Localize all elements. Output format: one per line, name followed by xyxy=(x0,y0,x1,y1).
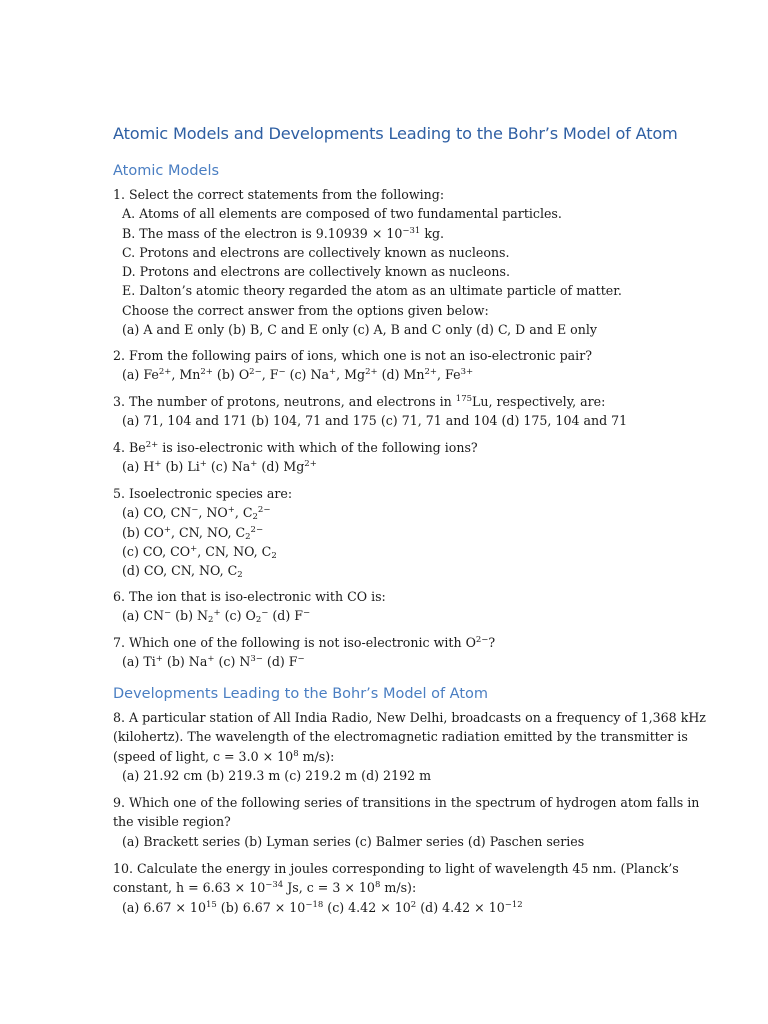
question-1-statement-b: B. The mass of the electron is $9.10939 \times 10^{-31}$ kg. xyxy=(122,225,445,241)
question-5-option-c: (c) CO, CO+, CN, NO, $C_2$ xyxy=(122,543,277,561)
question-9-options: (a) Brackett series (b) Lyman series (c) Balmer series (d) Paschen series xyxy=(122,833,585,849)
question-1-statement-a: A. Atoms of all elements are composed of two fundamental particles. xyxy=(122,206,562,222)
question-1 xyxy=(113,185,658,339)
section-heading-bohr-developments: Developments Leading to the Bohr’s Model of Atom xyxy=(113,686,489,702)
question-10 xyxy=(113,859,679,917)
question-10-options: (a) $6.67 \times 10^{15}$ (b) $6.67 \times 10^{-18}$ (c) $4.42 \times 10^2$ (d) $4.42 \times 10^{-12}$ xyxy=(122,899,523,915)
question-1-statement-e: E. Dalton’s atomic theory regarded the atom as an ultimate particle of matter. xyxy=(122,283,622,299)
question-9-line-2: the visible region? xyxy=(113,814,231,830)
question-3 xyxy=(113,392,658,431)
page-title: Atomic Models and Developments Leading to the Bohr’s Model of Atom xyxy=(113,124,678,143)
question-1-choose: Choose the correct answer from the options given below: xyxy=(122,302,489,318)
question-6-options: (a) CN− (b) $N_2^+$ (c) $O_2^-$ (d) F− xyxy=(122,608,311,626)
question-3-options: (a) 71, 104 and 171 (b) 104, 71 and 175 (c) 71, 71 and 104 (d) 175, 104 and 71 xyxy=(122,413,628,429)
question-10-line-2: constant, $h = 6.63 \times 10^{-34}$ Js, $c = 3 \times 10^8$ m/s): xyxy=(113,880,417,896)
question-8-options: (a) 21.92 cm (b) 219.3 m (c) 219.2 m (d) 2192 m xyxy=(122,767,432,783)
question-1-statement-d: D. Protons and electrons are collectively known as nucleons. xyxy=(122,264,510,280)
question-5 xyxy=(113,484,658,580)
question-5-option-b: (b) CO+, CN, NO, $C_2^{2-}$ xyxy=(122,524,264,542)
question-9-line-1: 9. Which one of the following series of transitions in the spectrum of hydrogen atom falls in xyxy=(113,795,700,810)
question-4-options: (a) H+ (b) Li+ (c) Na+ (d) $Mg^{2+}$ xyxy=(122,459,317,475)
question-1-options: (a) A and E only (b) B, C and E only (c) A, B and C only (d) C, D and E only xyxy=(122,322,597,338)
question-3-stem: 3. The number of protons, neutrons, and electrons in $^{175}$Lu, respectively, are: xyxy=(113,394,606,409)
question-2 xyxy=(113,346,658,385)
question-6-stem: 6. The ion that is iso-electronic with CO is: xyxy=(113,589,386,604)
question-4 xyxy=(113,438,658,477)
question-2-options: (a) $Fe^{2+}$, $Mn^{2+}$ (b) $O^{2-}$, F− (c) Na+, $Mg^{2+}$ (d) $Mn^{2+}$, $Fe^{3+}$ xyxy=(122,367,474,383)
question-8-line-3: (speed of light, $c = 3.0 \times 10^8$ m/s): xyxy=(113,748,335,764)
question-6 xyxy=(113,587,658,626)
section-heading-atomic-models: Atomic Models xyxy=(113,163,220,179)
question-8-line-1: 8. A particular station of All India Radio, New Delhi, broadcasts on a frequency of 1,368 kHz xyxy=(113,710,706,725)
question-5-option-d: (d) CO, CN, NO, $C_2$ xyxy=(122,563,243,581)
question-1-statement-c: C. Protons and electrons are collectively known as nucleons. xyxy=(122,244,510,260)
question-4-stem: 4. $Be^{2+}$ is iso-electronic with which of the following ions? xyxy=(113,440,478,455)
question-9 xyxy=(113,793,700,851)
question-8 xyxy=(113,708,706,785)
question-5-stem: 5. Isoelectronic species are: xyxy=(113,486,293,501)
question-1-stem: 1. Select the correct statements from the following: xyxy=(113,187,445,202)
question-7 xyxy=(113,633,658,672)
question-5-option-a: (a) CO, CN−, NO+, $C_2^{2-}$ xyxy=(122,505,271,523)
question-7-options: (a) Ti+ (b) Na+ (c) $N^{3-}$ (d) F− xyxy=(122,654,305,670)
question-7-stem: 7. Which one of the following is not iso-electronic with $O^{2-}$? xyxy=(113,635,496,650)
question-8-line-2: (kilohertz). The wavelength of the electromagnetic radiation emitted by the transmitter is xyxy=(113,729,688,745)
question-2-stem: 2. From the following pairs of ions, which one is not an iso-electronic pair? xyxy=(113,348,592,363)
question-10-line-1: 10. Calculate the energy in joules corresponding to light of wavelength 45 nm. (Planck’s xyxy=(113,861,679,876)
